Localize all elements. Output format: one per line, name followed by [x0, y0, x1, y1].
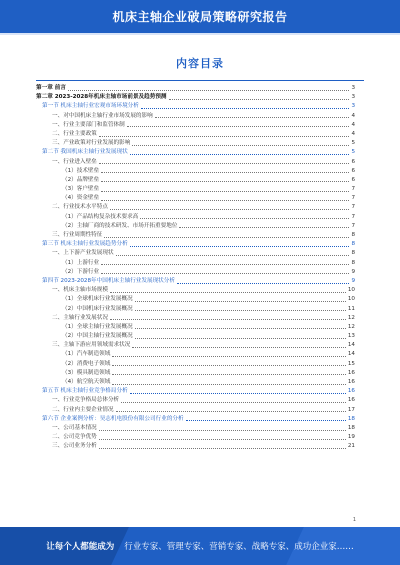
toc-entry-title: （2）品牌壁垒 — [36, 176, 101, 185]
page-number: 1 — [352, 517, 356, 523]
toc-leader-dots — [101, 264, 349, 265]
toc-leader-dots — [130, 246, 350, 247]
slogan-right: 行业专家、管理专家、营销专家、战略专家、成功企业家…… — [124, 542, 354, 552]
toc-entry-title: 三、主轴下游应用领域需求状况 — [36, 341, 132, 350]
toc-leader-dots — [135, 338, 346, 339]
header-divider — [0, 33, 400, 35]
toc-leader-dots — [141, 108, 350, 109]
toc-entry[interactable] — [36, 268, 355, 277]
toc-entry-page: 10 — [346, 286, 355, 295]
toc-leader-dots — [99, 163, 350, 164]
toc-entry-page: 14 — [346, 350, 355, 359]
toc-entry-page: 11 — [346, 305, 355, 314]
toc-entry[interactable] — [36, 415, 355, 424]
toc-leader-dots — [116, 411, 346, 412]
toc-entry-title: （2）主轴厂商的技术研发、市场开拓重要地位 — [36, 222, 179, 231]
toc-leader-dots — [127, 126, 350, 127]
toc-leader-dots — [130, 393, 346, 394]
toc-entry[interactable] — [36, 286, 355, 295]
toc-entry[interactable] — [36, 360, 355, 369]
toc-entry-title: （4）资金壁垒 — [36, 194, 101, 203]
toc-entry-page: 19 — [346, 433, 355, 442]
toc-entry[interactable] — [36, 341, 355, 350]
toc-entry-title: （2）消费电子领域 — [36, 360, 112, 369]
toc-leader-dots — [121, 402, 346, 403]
toc-leader-dots — [110, 292, 346, 293]
toc-leader-dots — [116, 255, 350, 256]
toc-entry-title: （2）中国机床行业发展概况 — [36, 305, 135, 314]
toc-entry[interactable] — [36, 396, 355, 405]
toc-entry-title: （2）中国主轴行业发展概况 — [36, 332, 135, 341]
toc-entry-page: 3 — [349, 93, 355, 102]
toc-entry-title: 第一章 前言 — [36, 84, 68, 93]
toc-leader-dots — [135, 310, 346, 311]
toc-entry[interactable] — [36, 139, 355, 148]
toc-leader-dots — [177, 283, 349, 284]
toc-divider — [36, 80, 364, 81]
toc-entry-page: 17 — [346, 406, 355, 415]
toc-entry-page: 14 — [346, 341, 355, 350]
toc-entry-page: 12 — [346, 323, 355, 332]
toc-entry[interactable] — [36, 222, 355, 231]
toc-entry-title: （3）客户壁垒 — [36, 185, 101, 194]
toc-entry-title: 一、行业主要部门和监管体制 — [36, 121, 127, 130]
toc-entry-page: 7 — [349, 213, 355, 222]
toc-entry-title: 一、公司基本情况 — [36, 424, 99, 433]
toc-leader-dots — [101, 181, 349, 182]
toc-leader-dots — [112, 384, 346, 385]
toc-entry[interactable] — [36, 158, 355, 167]
toc-entry-title: 二、公司竞争优势 — [36, 433, 99, 442]
toc-entry-title: 一、上下游产业发展现状 — [36, 249, 116, 258]
toc-leader-dots — [110, 319, 346, 320]
toc-entry[interactable] — [36, 121, 355, 130]
toc-leader-dots — [130, 154, 350, 155]
toc-entry[interactable] — [36, 148, 355, 157]
toc-leader-dots — [101, 200, 349, 201]
toc-entry-page: 16 — [346, 369, 355, 378]
toc-entry[interactable] — [36, 259, 355, 268]
toc-entry[interactable] — [36, 305, 355, 314]
toc-entry[interactable] — [36, 442, 355, 451]
toc-entry-page: 16 — [346, 387, 355, 396]
toc-entry[interactable] — [36, 231, 355, 240]
toc-leader-dots — [179, 227, 349, 228]
toc-entry-page: 21 — [346, 442, 355, 451]
toc-entry-page: 16 — [346, 396, 355, 405]
toc-entry-page: 8 — [349, 231, 355, 240]
toc-leader-dots — [68, 90, 350, 91]
table-of-contents — [36, 84, 355, 452]
toc-entry-title: （1）全球主轴行业发展概况 — [36, 323, 135, 332]
toc-leader-dots — [101, 191, 349, 192]
toc-entry-page: 9 — [349, 268, 355, 277]
toc-entry[interactable] — [36, 84, 355, 93]
toc-entry-title: 二、行业内主要企业情况 — [36, 406, 116, 415]
toc-entry-page: 3 — [349, 84, 355, 93]
toc-entry-title: 二、行业技术水平特点 — [36, 203, 110, 212]
footer-banner — [0, 527, 400, 565]
report-title: 机床主轴企业破局策略研究报告 — [112, 10, 288, 24]
toc-leader-dots — [99, 430, 346, 431]
toc-entry-page: 6 — [349, 158, 355, 167]
report-header — [0, 0, 400, 33]
toc-entry-title: 第二节 我国机床主轴行业发展现状 — [36, 148, 130, 157]
toc-entry-page: 7 — [349, 185, 355, 194]
footer-slogan — [0, 527, 400, 565]
toc-entry-page: 8 — [349, 259, 355, 268]
toc-entry-title: （1）技术壁垒 — [36, 167, 101, 176]
toc-entry-title: 三、行业周期性特征 — [36, 231, 104, 240]
toc-entry-title: 第一节 机床主轴行业宏观市场环境分析 — [36, 102, 141, 111]
toc-entry-title: 二、主轴行业发展状况 — [36, 314, 110, 323]
toc-leader-dots — [101, 273, 349, 274]
toc-entry-title: （1）上游行业 — [36, 259, 101, 268]
toc-entry-title: 一、行业竞争格局总体分析 — [36, 396, 121, 405]
toc-entry[interactable] — [36, 277, 355, 286]
toc-entry-page: 6 — [349, 176, 355, 185]
toc-entry[interactable] — [36, 249, 355, 258]
toc-entry[interactable] — [36, 387, 355, 396]
toc-entry[interactable] — [36, 240, 355, 249]
toc-leader-dots — [112, 365, 346, 366]
toc-entry-title: （1）产品结构复杂技术要求高 — [36, 213, 140, 222]
toc-entry[interactable] — [36, 433, 355, 442]
toc-leader-dots — [101, 172, 349, 173]
toc-entry-page: 7 — [349, 194, 355, 203]
toc-entry-title: 第二章 2023-2028年机床主轴市场前景及趋势预测 — [36, 93, 169, 102]
toc-entry-page: 16 — [346, 378, 355, 387]
toc-entry[interactable] — [36, 332, 355, 341]
toc-entry[interactable] — [36, 314, 355, 323]
toc-entry[interactable] — [36, 167, 355, 176]
toc-leader-dots — [99, 448, 346, 449]
toc-leader-dots — [112, 374, 346, 375]
toc-entry[interactable] — [36, 112, 355, 121]
toc-entry-title: 第三节 机床主轴行业发展趋势分析 — [36, 240, 130, 249]
toc-entry[interactable] — [36, 295, 355, 304]
toc-entry-title: 一、对中国机床主轴行业市场发展的影响 — [36, 112, 155, 121]
toc-entry-page: 9 — [349, 277, 355, 286]
toc-entry-title: （3）模具制造领域 — [36, 369, 112, 378]
toc-entry[interactable] — [36, 130, 355, 139]
toc-entry[interactable] — [36, 102, 355, 111]
toc-entry-title: 三、公司业务分析 — [36, 442, 99, 451]
toc-entry-page: 15 — [346, 360, 355, 369]
toc-entry-title: （1）汽车制造领域 — [36, 350, 112, 359]
toc-entry-title: 第六节 企业案例分析：昊志机电股份有限公司行业的分析 — [36, 415, 186, 424]
toc-leader-dots — [112, 356, 346, 357]
toc-leader-dots — [169, 99, 350, 100]
toc-entry-title: 一、行业进入壁垒 — [36, 158, 99, 167]
toc-entry-page: 8 — [349, 249, 355, 258]
toc-entry-title: （4）航空航天领域 — [36, 378, 112, 387]
toc-entry-title: （2）下游行业 — [36, 268, 101, 277]
toc-entry-page: 12 — [346, 314, 355, 323]
toc-leader-dots — [99, 136, 350, 137]
toc-entry[interactable] — [36, 185, 355, 194]
toc-entry-title: 第四节 2023-2028年中国机床主轴行业发展现状分析 — [36, 277, 177, 286]
toc-entry-title: 第五节 机床主轴行业竞争格局分析 — [36, 387, 130, 396]
toc-entry-page: 4 — [349, 112, 355, 121]
toc-entry-page: 6 — [349, 167, 355, 176]
toc-heading: 内容目录 — [176, 57, 224, 70]
slogan-left: 让每个人都能成为 — [46, 542, 115, 552]
toc-leader-dots — [132, 145, 349, 146]
toc-entry[interactable] — [36, 323, 355, 332]
toc-leader-dots — [99, 439, 346, 440]
toc-entry-title: 一、机床主轴市场规模 — [36, 286, 110, 295]
toc-entry[interactable] — [36, 369, 355, 378]
toc-entry[interactable] — [36, 203, 355, 212]
toc-entry-page: 7 — [349, 203, 355, 212]
toc-entry-page: 18 — [346, 415, 355, 424]
toc-entry-page: 10 — [346, 295, 355, 304]
toc-entry[interactable] — [36, 424, 355, 433]
toc-leader-dots — [135, 301, 346, 302]
toc-entry[interactable] — [36, 213, 355, 222]
toc-entry-page: 7 — [349, 222, 355, 231]
toc-entry[interactable] — [36, 406, 355, 415]
toc-leader-dots — [104, 237, 349, 238]
toc-entry[interactable] — [36, 350, 355, 359]
toc-entry-title: 三、产业政策对行业发展的影响 — [36, 139, 132, 148]
toc-entry-title: 二、行业主要政策 — [36, 130, 99, 139]
toc-leader-dots — [155, 117, 350, 118]
toc-leader-dots — [110, 209, 349, 210]
toc-entry-page: 13 — [346, 332, 355, 341]
toc-entry[interactable] — [36, 176, 355, 185]
toc-entry-page: 18 — [346, 424, 355, 433]
toc-entry-page: 5 — [349, 139, 355, 148]
toc-entry[interactable] — [36, 378, 355, 387]
toc-leader-dots — [135, 328, 346, 329]
toc-entry-page: 3 — [349, 102, 355, 111]
toc-entry-page: 4 — [349, 130, 355, 139]
toc-entry-title: （1）全球机床行业发展概况 — [36, 295, 135, 304]
toc-entry-page: 4 — [349, 121, 355, 130]
toc-entry[interactable] — [36, 93, 355, 102]
toc-leader-dots — [132, 347, 346, 348]
toc-entry-page: 8 — [349, 240, 355, 249]
toc-leader-dots — [186, 420, 346, 421]
toc-leader-dots — [140, 218, 349, 219]
toc-entry-page: 5 — [349, 148, 355, 157]
toc-entry[interactable] — [36, 194, 355, 203]
